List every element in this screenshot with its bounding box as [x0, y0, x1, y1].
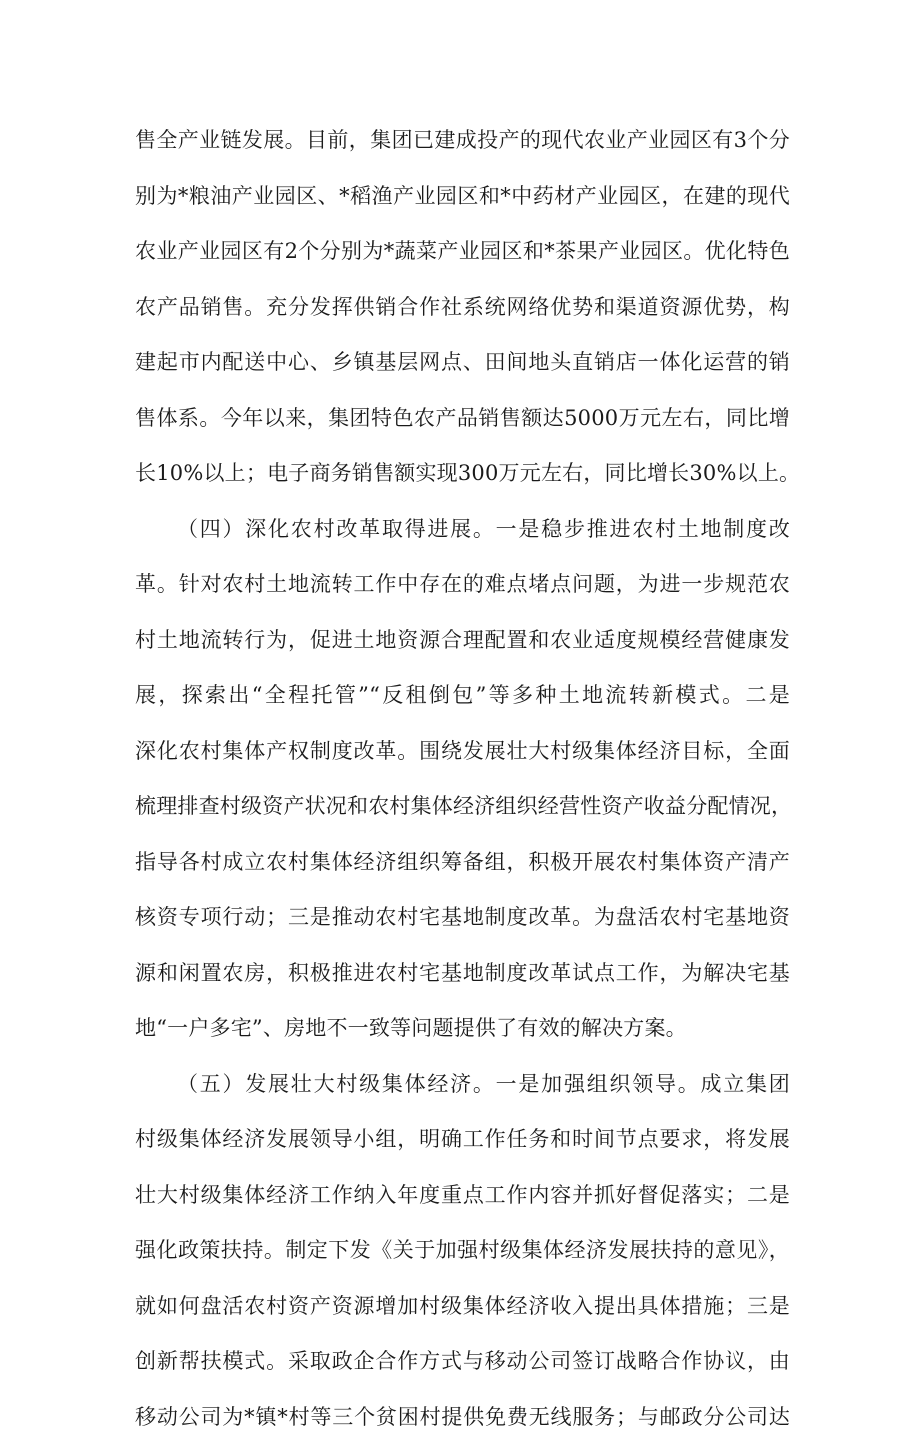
- text-line: 梳理排查村级资产状况和农村集体经济组织经营性资产收益分配情况，: [135, 779, 790, 835]
- section-heading-line: （四）深化农村改革取得进展。一是稳步推进农村土地制度改: [135, 502, 790, 558]
- text-line: 创新帮扶模式。采取政企合作方式与移动公司签订战略合作协议，由: [135, 1334, 790, 1390]
- text-line: 源和闲置农房，积极推进农村宅基地制度改革试点工作，为解决宅基: [135, 946, 790, 1002]
- text-line: 建起市内配送中心、乡镇基层网点、田间地头直销店一体化运营的销: [135, 335, 790, 391]
- text-line: 就如何盘活农村资产资源增加村级集体经济收入提出具体措施；三是: [135, 1279, 790, 1335]
- body-text: [135, 113, 790, 1445]
- text-line: 强化政策扶持。制定下发《关于加强村级集体经济发展扶持的意见》，: [135, 1223, 790, 1279]
- text-line: 革。针对农村土地流转工作中存在的难点堵点问题，为进一步规范农: [135, 557, 790, 613]
- text-line: 村土地流转行为，促进土地资源合理配置和农业适度规模经营健康发: [135, 613, 790, 669]
- text-line: 深化农村集体产权制度改革。围绕发展壮大村级集体经济目标，全面: [135, 724, 790, 780]
- section-heading-line: （五）发展壮大村级集体经济。一是加强组织领导。成立集团: [135, 1057, 790, 1113]
- text-line: 移动公司为*镇*村等三个贫困村提供免费无线服务；与邮政分公司达: [135, 1390, 790, 1445]
- text-line: 售全产业链发展。目前，集团已建成投产的现代农业产业园区有3个分: [135, 113, 790, 169]
- text-line: 指导各村成立农村集体经济组织筹备组，积极开展农村集体资产清产: [135, 835, 790, 891]
- text-line: 农产品销售。充分发挥供销合作社系统网络优势和渠道资源优势，构: [135, 280, 790, 336]
- text-line: 售体系。今年以来，集团特色农产品销售额达5000万元左右，同比增: [135, 391, 790, 447]
- text-line: 村级集体经济发展领导小组，明确工作任务和时间节点要求，将发展: [135, 1112, 790, 1168]
- text-line: 农业产业园区有2个分别为*蔬菜产业园区和*茶果产业园区。优化特色: [135, 224, 790, 280]
- text-line: 核资专项行动；三是推动农村宅基地制度改革。为盘活农村宅基地资: [135, 890, 790, 946]
- text-line: 展，探索出“全程托管”“反租倒包”等多种土地流转新模式。二是: [135, 668, 790, 724]
- text-line: 壮大村级集体经济工作纳入年度重点工作内容并抓好督促落实；二是: [135, 1168, 790, 1224]
- text-line: 长10%以上；电子商务销售额实现300万元左右，同比增长30%以上。: [135, 446, 790, 502]
- text-line: 别为*粮油产业园区、*稻渔产业园区和*中药材产业园区，在建的现代: [135, 169, 790, 225]
- text-line: 地“一户多宅”、房地不一致等问题提供了有效的解决方案。: [135, 1001, 790, 1057]
